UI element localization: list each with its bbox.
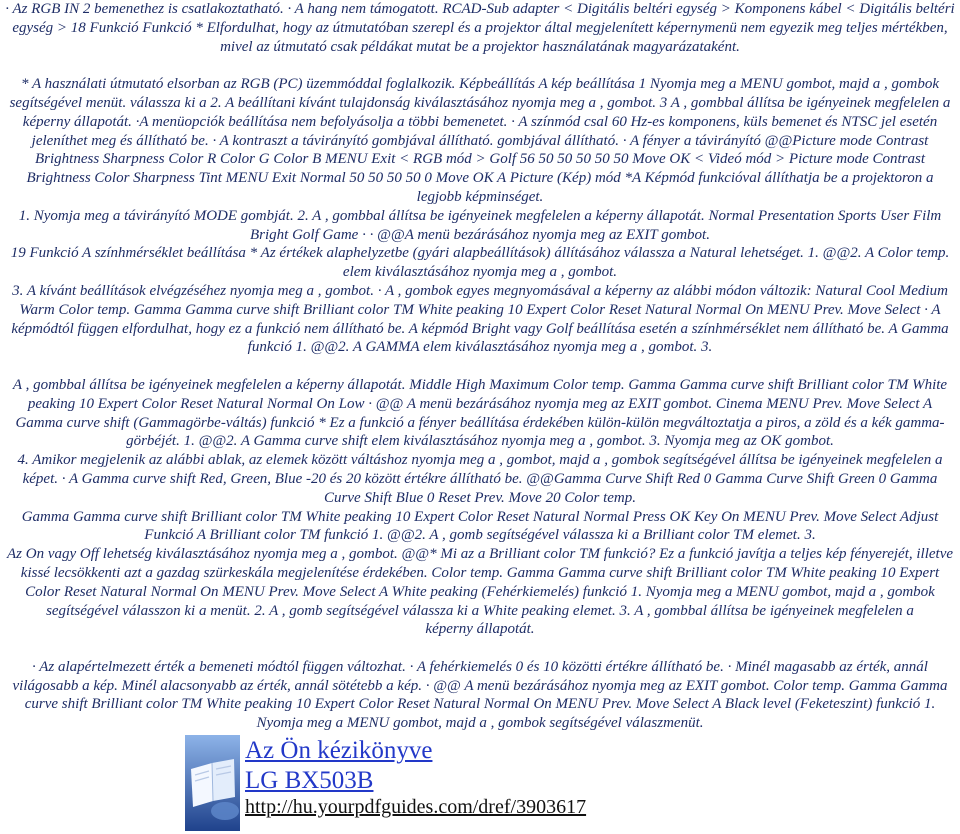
text-line: legjobb képminséget. <box>416 188 544 205</box>
paragraph <box>0 508 960 546</box>
text-section <box>0 0 960 56</box>
text-line: Nyomja meg a MENU gombot, majd a , gombok segítségével válaszmenüt. <box>256 715 704 732</box>
text-line: A , gombbal állítsa be igényeinek megfelelen a képerny állapotát. Middle High Maximum Color temp. Gamma Gamma curve shift Brilliant color TM White <box>12 376 948 393</box>
text-line: képerny állapotát. ·A menüopciók beállítása nem befolyásolja a többi bemenetet. · A színmód csal 60 Hz-es komponens, küls bemenet és NTSC jel esetén <box>22 113 938 130</box>
text-section <box>0 376 960 639</box>
text-line: 19 Funkció A színhmérséklet beállítása * Az értékek alaphelyzetbe (gyári alapbeállítások) állításához válassza a Natural lehetséget. 1. @@2. A Color temp. <box>10 245 950 262</box>
text-line: segítségével válasszon ki a menüt. 2. A , gomb segítségével válassza ki a White peaking elemet. 3. A , gombbal állítsa be igényeinek megfelelen a <box>46 602 914 619</box>
source-url-link[interactable]: http://hu.yourpdfguides.com/dref/3903617 <box>245 796 587 818</box>
manual-title-link[interactable]: Az Ön kézikönyve <box>245 737 433 764</box>
paragraph <box>0 545 960 639</box>
text-line: · Az RGB IN 2 bemenethez is csatlakoztatható. · A hang nem támogatott. RCAD-Sub adapter < Digitális beltéri egység > Komponens kábel < Digitális beltéri <box>5 1 955 17</box>
paragraph <box>0 451 960 507</box>
model-link[interactable]: LG BX503B <box>245 767 374 794</box>
text-line: curve shift Brilliant color TM White peaking 10 Expert Color Reset Natural Normal On MENU Prev. Move Select A Black level (Feketeszint) funkció 1. <box>24 696 936 713</box>
text-line: Gamma curve shift (Gammagörbe-váltás) funkció * Ez a funkció a fényer beállítása érdekében külön-külön megváltoztatja a piros, a zöld és a kék gamma- <box>15 414 945 431</box>
text-line: Funkció A Brilliant color TM funkció 1. @@2. A , gomb segítségével válassza ki a Brilliant color TM elemet. 3. <box>144 527 816 544</box>
text-line: Curve Shift Blue 0 Reset Prev. Move 20 Color temp. <box>323 489 636 506</box>
text-line: peaking 10 Expert Color Reset Natural Normal On Low · @@ A menü bezárásához nyomja meg az EXIT gombot. Cinema MENU Prev. Move Select A <box>27 395 933 412</box>
text-line: Brightness Color Sharpness Tint MENU Exit Normal 50 50 50 50 0 Move OK A Picture (Kép) mód *A Képmód funkcióval állíthatja be a projektoron a <box>26 170 934 187</box>
text-line: kissé lecsökkenti azt a gazdag szürkeskála megjelenítése érdekében. Color temp. Gamma Gamma curve shift Brilliant color TM White peaking 10 Expert <box>20 564 940 581</box>
paragraph <box>0 376 960 451</box>
text-section <box>0 658 960 733</box>
text-line: képmódtól függen elfordulhat, hogy ez a funkció nem állítható be. A képmód Bright vagy Golf beállítása esetén a színhmérséklet nem állítható be. A Gamma <box>11 320 949 337</box>
text-line: görbéjét. 1. @@2. A Gamma curve shift elem kiválasztásához nyomja meg a , gombot. 3. Nyomja meg az OK gombot. <box>126 433 834 450</box>
text-line: 4. Amikor megjelenik az alábbi ablak, az elemek között váltáshoz nyomja meg a , gombot, majd a , gombok segítségével állítsa be igényeinek megfelelen a <box>17 452 943 469</box>
text-line: Gamma Gamma curve shift Brilliant color TM White peaking 10 Expert Color Reset Natural Normal Press OK Key On MENU Prev. Move Select Adjust <box>21 508 939 525</box>
text-line: · Az alapértelmezett érték a bemeneti módtól függen változhat. · A fehérkiemelés 0 és 10 közötti értékre állítható be. · Minél magasabb az érték, annál <box>32 658 928 675</box>
text-line: Warm Color temp. Gamma Gamma curve shift Brilliant color TM White peaking 10 Expert Color Reset Natural Normal On MENU Prev. Move Select · A <box>19 301 941 318</box>
text-line: Bright Golf Game · · @@A menü bezárásához nyomja meg az EXIT gombot. <box>250 226 710 243</box>
paragraph <box>0 658 960 733</box>
text-line: mivel az útmutató csak példákat mutat be a projektor használatának magyarázataként. <box>220 38 740 55</box>
text-line: világosabb a kép. Minél alacsonyabb az érték, annál sötétebb a kép. · @@ A menü bezárásához nyomja meg az EXIT gombot. Color temp. Gamma Gamma <box>12 677 948 694</box>
text-line: Color Reset Natural Normal On MENU Prev. Move Select A White peaking (Fehérkiemelés) funkció 1. Nyomja meg a MENU gombot, majd a , gombok <box>25 583 935 600</box>
hand-shape <box>211 802 239 820</box>
text-line: jeleníthet meg és állítható be. · A kontraszt a távirányító gombjával állítható. gombjával állítható. · A fényer a távirányító @@Picture mode Contrast <box>31 132 929 149</box>
text-line: segítségével menüt. válassza ki a 2. A beállítani kívánt tulajdonság kiválasztásához nyomja meg a , gombot. 3 A , gombbal állítsa be igényeinek megfelelen a <box>9 94 951 111</box>
paragraph <box>0 244 960 282</box>
text-line: Brightness Sharpness Color R Color G Color B MENU Exit < RGB mód > Golf 56 50 50 50 50 50 Move OK < Videó mód > Picture mode Contrast <box>34 151 926 168</box>
paragraph <box>0 282 960 357</box>
manual-book-icon <box>185 735 240 831</box>
paragraph <box>0 75 960 207</box>
text-line: 1. Nyomja meg a távirányító MODE gombját. 2. A , gombbal állítsa be igényeinek megfelelen a képerny állapotát. Normal Presentation Sports User Film <box>18 207 942 224</box>
text-line: képet. · A Gamma curve shift Red, Green, Blue -20 és 20 között értékre állítható be. @@Gamma Curve Shift Red 0 Gamma Curve Shift Green 0 Gamma <box>22 470 938 487</box>
text-line: funkció 1. @@2. A GAMMA elem kiválasztásához nyomja meg a , gombot. 3. <box>247 339 713 356</box>
text-line: képerny állapotát. <box>425 621 535 638</box>
text-line: elem kiválasztásához nyomja meg a , gombot. <box>342 264 618 281</box>
book-left-page <box>191 763 213 807</box>
text-section <box>0 75 960 357</box>
text-line: egység > 18 Funkció Funkció * Elfordulhat, hogy az útmutatóban szerepl és a projektor által megjelenített képernymenü nem egyezik meg teljes mértékben, <box>12 19 948 36</box>
paragraph <box>0 0 960 56</box>
text-line: Az On vagy Off lehetség kiválasztásához nyomja meg a , gombot. @@* Mi az a Brilliant color TM funkció? Ez a funkció javítja a teljes kép fényerejét, illetve <box>6 546 954 563</box>
paragraph <box>0 207 960 245</box>
text-line: 3. A kívánt beállítások elvégzéséhez nyomja meg a , gombot. · A , gombok egyes megnyomásával a képerny az alábbi módon változik: Natural Cool Medium <box>12 282 948 299</box>
book-right-page <box>212 759 235 801</box>
text-line: * A használati útmutató elsorban az RGB (PC) üzemmóddal foglalkozik. Képbeállítás A kép beállítása 1 Nyomja meg a MENU gombot, majd a , gombok <box>20 76 939 93</box>
